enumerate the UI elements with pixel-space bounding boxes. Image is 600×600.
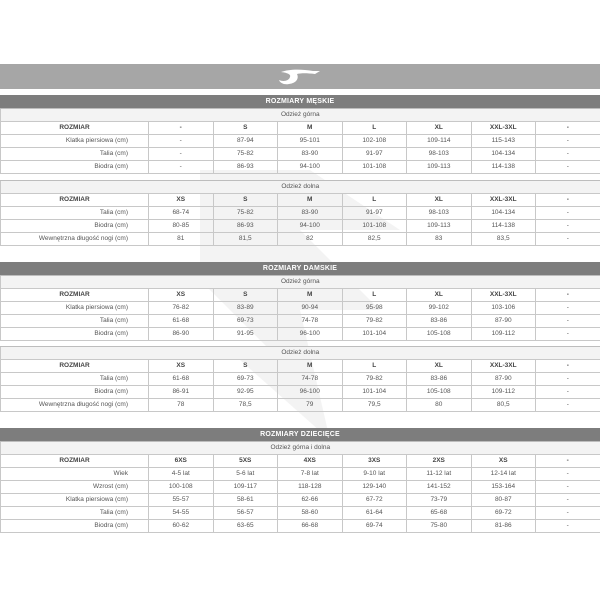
section-title-women: ROZMIARY DAMSKIE [0, 262, 600, 275]
measure-value: 105-108 [407, 328, 472, 341]
measure-value: 86-91 [149, 386, 214, 399]
size-header-cell: S [213, 360, 278, 373]
measure-value: 80-87 [471, 494, 536, 507]
measure-value: 68-74 [149, 207, 214, 220]
measure-value: 58-60 [278, 507, 343, 520]
measure-value: 87-90 [471, 315, 536, 328]
size-header-cell: 4XS [278, 455, 343, 468]
table-subtitle: Odzież górna [1, 276, 600, 289]
size-label-header: ROZMIAR [1, 455, 149, 468]
measure-value: 81-86 [471, 520, 536, 533]
size-header-cell: - [536, 360, 600, 373]
table-header-row [1, 360, 600, 373]
section-title-kids: ROZMIARY DZIECIĘCE [0, 428, 600, 441]
measure-value: - [536, 520, 600, 533]
measure-value: 109-112 [471, 386, 536, 399]
measure-value: 94-100 [278, 220, 343, 233]
measure-label: Wiek [1, 468, 149, 481]
women-bottom-table [0, 346, 600, 412]
men-top-table [0, 108, 600, 174]
measure-value: 109-114 [407, 135, 472, 148]
table-subtitle: Odzież dolna [1, 347, 600, 360]
measure-value: - [536, 494, 600, 507]
measure-value: 75-80 [407, 520, 472, 533]
measure-value: 98-103 [407, 148, 472, 161]
size-label-header: ROZMIAR [1, 289, 149, 302]
measure-value: - [149, 161, 214, 174]
measure-label: Biodra (cm) [1, 161, 149, 174]
measure-value: - [536, 373, 600, 386]
measure-value: 109-113 [407, 161, 472, 174]
measure-value: - [149, 148, 214, 161]
table-row [1, 520, 600, 533]
measure-value: 80 [407, 399, 472, 412]
measure-value: 58-61 [213, 494, 278, 507]
size-header-cell: XS [471, 455, 536, 468]
measure-value: - [536, 302, 600, 315]
size-header-cell: XS [149, 289, 214, 302]
measure-value: 78 [149, 399, 214, 412]
measure-value: 87-90 [471, 373, 536, 386]
measure-value: - [536, 481, 600, 494]
measure-value: 83-86 [407, 373, 472, 386]
women-top-table [0, 275, 600, 341]
measure-value: 11-12 lat [407, 468, 472, 481]
measure-value: 96-100 [278, 386, 343, 399]
table-row [1, 135, 600, 148]
measure-value: 83 [407, 233, 472, 246]
measure-value: 103-106 [471, 302, 536, 315]
measure-label: Talia (cm) [1, 148, 149, 161]
size-header-cell: XXL-3XL [471, 194, 536, 207]
table-row [1, 481, 600, 494]
size-header-cell: M [278, 289, 343, 302]
measure-label: Biodra (cm) [1, 386, 149, 399]
measure-value: - [536, 468, 600, 481]
measure-value: 95-98 [342, 302, 407, 315]
measure-value: 101-104 [342, 328, 407, 341]
measure-value: - [536, 207, 600, 220]
measure-value: 74-78 [278, 373, 343, 386]
size-header-cell: - [536, 455, 600, 468]
size-header-cell: M [278, 122, 343, 135]
measure-label: Talia (cm) [1, 507, 149, 520]
measure-value: 81 [149, 233, 214, 246]
measure-value: 115-143 [471, 135, 536, 148]
size-header-cell: 6XS [149, 455, 214, 468]
measure-value: 109-113 [407, 220, 472, 233]
measure-value: 101-104 [342, 386, 407, 399]
measure-value: 82,5 [342, 233, 407, 246]
measure-value: 92-95 [213, 386, 278, 399]
header-bar [0, 64, 600, 89]
measure-label: Talia (cm) [1, 315, 149, 328]
measure-value: - [536, 148, 600, 161]
joma-logo-icon [275, 68, 325, 86]
measure-value: 94-100 [278, 161, 343, 174]
measure-value: 75-82 [213, 207, 278, 220]
measure-value: 100-108 [149, 481, 214, 494]
measure-value: 60-62 [149, 520, 214, 533]
measure-value: 129-140 [342, 481, 407, 494]
measure-value: - [536, 161, 600, 174]
measure-value: 81,5 [213, 233, 278, 246]
table-row [1, 148, 600, 161]
measure-label: Wewnętrzna długość nogi (cm) [1, 233, 149, 246]
measure-value: 95-101 [278, 135, 343, 148]
measure-value: 79-82 [342, 373, 407, 386]
measure-value: 69-72 [471, 507, 536, 520]
measure-value: 75-82 [213, 148, 278, 161]
size-header-cell: L [342, 194, 407, 207]
measure-value: 114-138 [471, 161, 536, 174]
measure-value: 61-68 [149, 373, 214, 386]
measure-value: 65-68 [407, 507, 472, 520]
size-label-header: ROZMIAR [1, 360, 149, 373]
measure-value: 83,5 [471, 233, 536, 246]
measure-value: 4-5 lat [149, 468, 214, 481]
measure-value: 104-134 [471, 207, 536, 220]
kids-table [0, 441, 600, 533]
table-header-row [1, 194, 600, 207]
table-header-row [1, 289, 600, 302]
size-header-cell: - [536, 289, 600, 302]
measure-value: 83-89 [213, 302, 278, 315]
size-header-cell: XXL-3XL [471, 360, 536, 373]
table-row [1, 373, 600, 386]
measure-value: 101-108 [342, 161, 407, 174]
measure-value: 55-57 [149, 494, 214, 507]
table-row [1, 494, 600, 507]
table-row [1, 399, 600, 412]
size-header-cell: S [213, 289, 278, 302]
measure-value: 9-10 lat [342, 468, 407, 481]
size-header-cell: - [149, 122, 214, 135]
measure-value: - [536, 507, 600, 520]
measure-value: 63-65 [213, 520, 278, 533]
measure-value: 79-82 [342, 315, 407, 328]
measure-value: 12-14 lat [471, 468, 536, 481]
measure-value: 78,5 [213, 399, 278, 412]
measure-value: 101-108 [342, 220, 407, 233]
measure-value: 96-100 [278, 328, 343, 341]
measure-value: 79 [278, 399, 343, 412]
size-header-cell: XXL-3XL [471, 122, 536, 135]
table-row [1, 328, 600, 341]
measure-value: 5-6 lat [213, 468, 278, 481]
table-row [1, 220, 600, 233]
measure-value: 109-112 [471, 328, 536, 341]
table-header-row [1, 122, 600, 135]
size-header-cell: - [536, 122, 600, 135]
measure-label: Klatka piersiowa (cm) [1, 302, 149, 315]
measure-value: - [536, 386, 600, 399]
measure-value: - [536, 220, 600, 233]
measure-value: 73-79 [407, 494, 472, 507]
measure-value: 109-117 [213, 481, 278, 494]
measure-value: 98-103 [407, 207, 472, 220]
measure-value: 69-73 [213, 373, 278, 386]
measure-value: 99-102 [407, 302, 472, 315]
table-row [1, 302, 600, 315]
measure-value: 114-138 [471, 220, 536, 233]
size-header-cell: XL [407, 122, 472, 135]
size-header-cell: M [278, 360, 343, 373]
measure-value: 62-66 [278, 494, 343, 507]
table-row [1, 315, 600, 328]
measure-value: 102-108 [342, 135, 407, 148]
table-subtitle: Odzież dolna [1, 181, 600, 194]
measure-value: 153-164 [471, 481, 536, 494]
size-header-cell: 5XS [213, 455, 278, 468]
measure-value: 86-93 [213, 220, 278, 233]
table-row [1, 386, 600, 399]
measure-value: - [536, 233, 600, 246]
measure-label: Biodra (cm) [1, 220, 149, 233]
measure-value: 141-152 [407, 481, 472, 494]
measure-value: - [536, 399, 600, 412]
measure-value: 83-90 [278, 207, 343, 220]
table-row [1, 468, 600, 481]
measure-value: 80-85 [149, 220, 214, 233]
measure-label: Biodra (cm) [1, 520, 149, 533]
size-header-cell: L [342, 360, 407, 373]
measure-value: - [149, 135, 214, 148]
size-header-cell: 3XS [342, 455, 407, 468]
measure-value: 61-64 [342, 507, 407, 520]
measure-value: 91-97 [342, 148, 407, 161]
measure-value: - [536, 315, 600, 328]
size-header-cell: M [278, 194, 343, 207]
measure-value: 54-55 [149, 507, 214, 520]
measure-label: Talia (cm) [1, 207, 149, 220]
measure-value: 91-95 [213, 328, 278, 341]
size-header-cell: XL [407, 360, 472, 373]
measure-value: 104-134 [471, 148, 536, 161]
measure-value: 80,5 [471, 399, 536, 412]
size-header-cell: XS [149, 194, 214, 207]
measure-value: 61-68 [149, 315, 214, 328]
measure-value: - [536, 135, 600, 148]
table-subtitle: Odzież górna [1, 109, 600, 122]
measure-value: 86-90 [149, 328, 214, 341]
measure-value: 118-128 [278, 481, 343, 494]
table-row [1, 161, 600, 174]
measure-label: Wzrost (cm) [1, 481, 149, 494]
section-title-men: ROZMIARY MĘSKIE [0, 95, 600, 108]
men-bottom-table [0, 180, 600, 246]
measure-label: Talia (cm) [1, 373, 149, 386]
measure-value: 56-57 [213, 507, 278, 520]
table-row [1, 207, 600, 220]
measure-value: 87-94 [213, 135, 278, 148]
measure-value: 67-72 [342, 494, 407, 507]
measure-value: 74-78 [278, 315, 343, 328]
measure-value: 91-97 [342, 207, 407, 220]
measure-value: 7-8 lat [278, 468, 343, 481]
measure-value: 90-94 [278, 302, 343, 315]
measure-value: 69-74 [342, 520, 407, 533]
size-header-cell: S [213, 194, 278, 207]
size-header-cell: XL [407, 289, 472, 302]
measure-value: 105-108 [407, 386, 472, 399]
size-header-cell: 2XS [407, 455, 472, 468]
measure-label: Klatka piersiowa (cm) [1, 135, 149, 148]
measure-value: 83-86 [407, 315, 472, 328]
size-header-cell: L [342, 122, 407, 135]
measure-value: 82 [278, 233, 343, 246]
table-row [1, 233, 600, 246]
size-header-cell: - [536, 194, 600, 207]
measure-value: 66-68 [278, 520, 343, 533]
size-header-cell: XL [407, 194, 472, 207]
size-label-header: ROZMIAR [1, 194, 149, 207]
measure-value: 76-82 [149, 302, 214, 315]
size-header-cell: XXL-3XL [471, 289, 536, 302]
size-header-cell: XS [149, 360, 214, 373]
measure-value: 79,5 [342, 399, 407, 412]
measure-label: Biodra (cm) [1, 328, 149, 341]
table-subtitle: Odzież górna i dolna [1, 442, 600, 455]
measure-label: Klatka piersiowa (cm) [1, 494, 149, 507]
size-header-cell: L [342, 289, 407, 302]
size-label-header: ROZMIAR [1, 122, 149, 135]
table-row [1, 507, 600, 520]
size-header-cell: S [213, 122, 278, 135]
measure-value: 86-93 [213, 161, 278, 174]
table-header-row [1, 455, 600, 468]
measure-label: Wewnętrzna długość nogi (cm) [1, 399, 149, 412]
measure-value: - [536, 328, 600, 341]
measure-value: 69-73 [213, 315, 278, 328]
measure-value: 83-90 [278, 148, 343, 161]
